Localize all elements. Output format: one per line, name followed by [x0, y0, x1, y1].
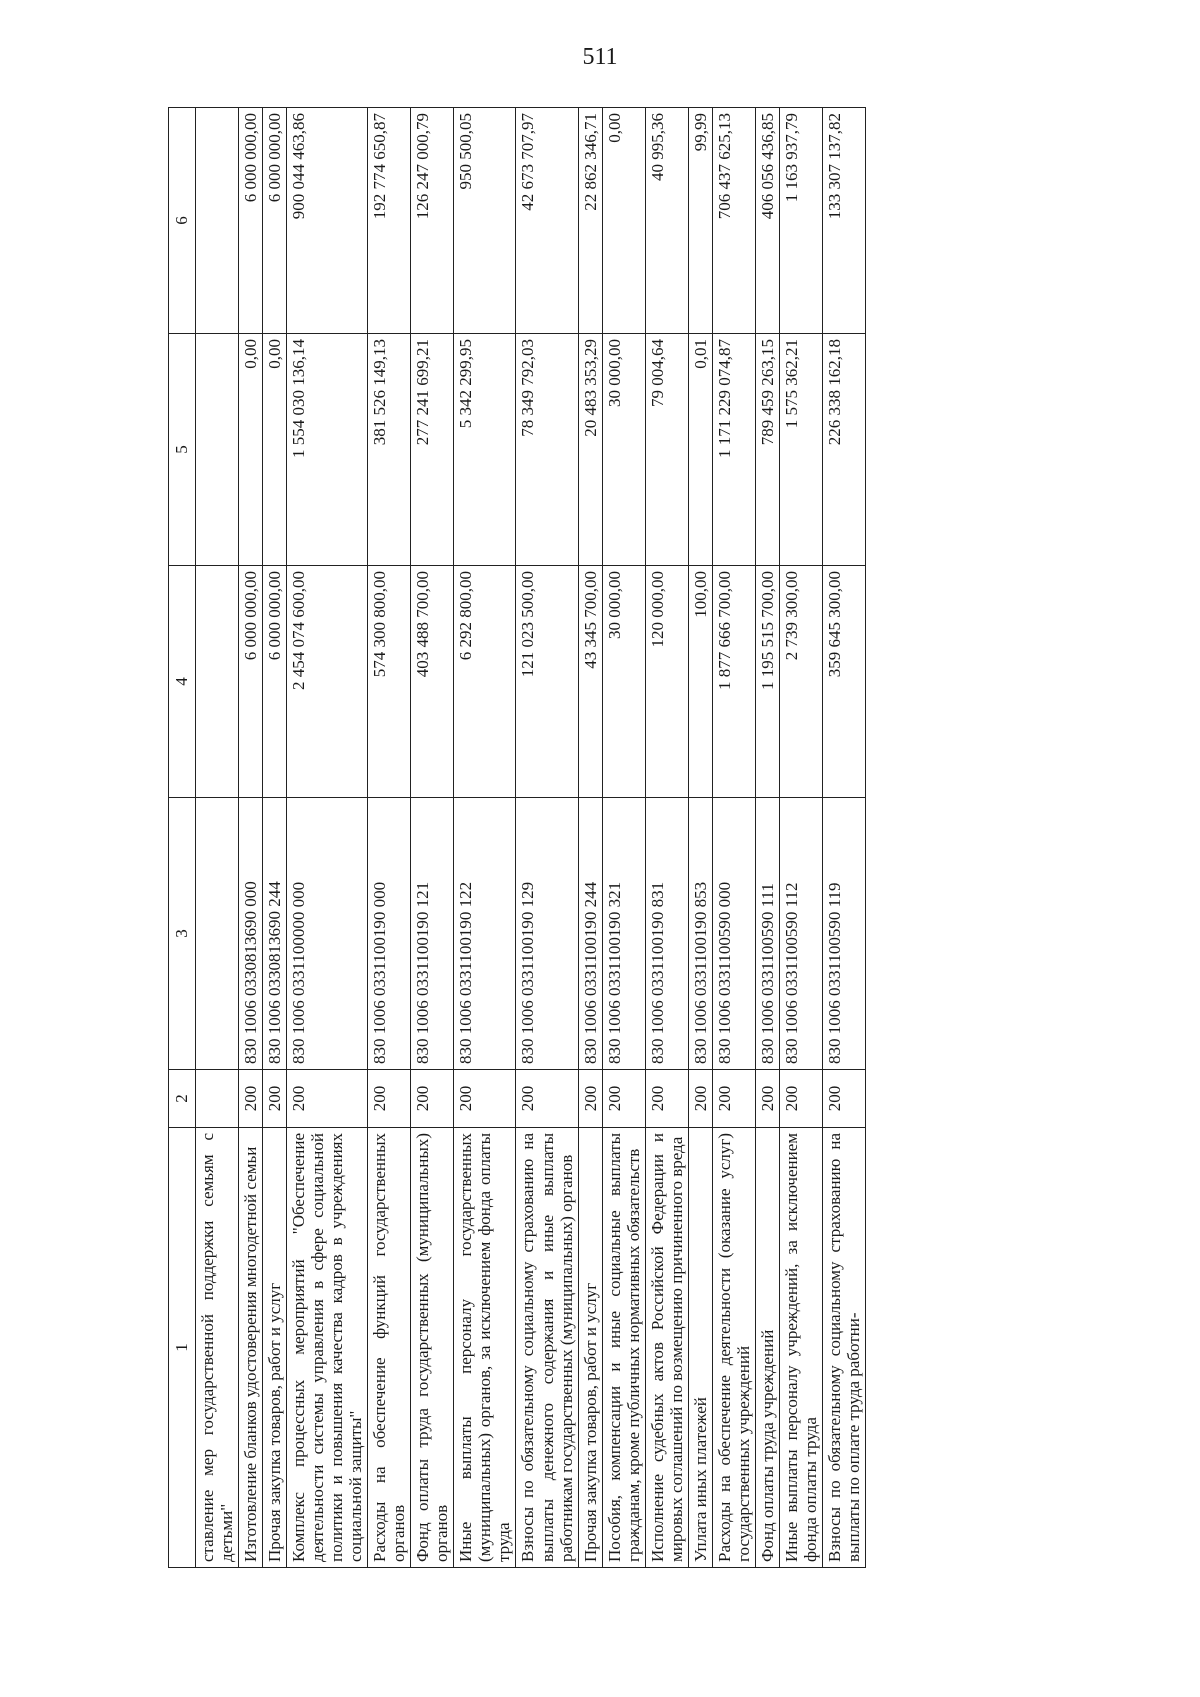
expense-name-cell: Расходы на обеспечение функций государственных органов — [368, 1128, 411, 1568]
budget-classification-cell: 830 1006 0331100190 000 — [368, 798, 411, 1070]
budget-classification-cell: 830 1006 0331100190 831 — [645, 798, 688, 1070]
approved-amount-cell: 1 877 666 700,00 — [712, 566, 755, 798]
column-header: 3 — [169, 798, 196, 1070]
unexecuted-amount-cell: 40 995,36 — [645, 108, 688, 334]
column-header: 4 — [169, 566, 196, 798]
expense-name-cell: Иные выплаты персоналу государственных (муниципальных) органов, за исключением фонда оплаты труда — [454, 1128, 516, 1568]
table-row — [411, 108, 454, 1568]
line-code-cell: 200 — [239, 1070, 263, 1128]
expense-name-cell: Фонд оплаты труда государственных (муниципальных) органов — [411, 1128, 454, 1568]
table-row — [287, 108, 368, 1568]
approved-amount-cell: 120 000,00 — [645, 566, 688, 798]
expense-name-cell: Изготовление бланков удостоверения многодетной семьи — [239, 1128, 263, 1568]
unexecuted-amount-cell: 6 000 000,00 — [239, 108, 263, 334]
line-code-cell: 200 — [602, 1070, 645, 1128]
approved-amount-cell: 6 292 800,00 — [454, 566, 516, 798]
table-row — [712, 108, 755, 1568]
table-row — [239, 108, 263, 1568]
expense-name-cell: Пособия, компенсации и иные социальные выплаты гражданам, кроме публичных нормативных обязательств — [602, 1128, 645, 1568]
line-code-cell: 200 — [688, 1070, 712, 1128]
budget-classification-cell: 830 1006 0330813690 244 — [263, 798, 287, 1070]
unexecuted-amount-cell: 900 044 463,86 — [287, 108, 368, 334]
unexecuted-amount-cell: 126 247 000,79 — [411, 108, 454, 334]
executed-amount-cell: 277 241 699,21 — [411, 334, 454, 566]
line-code-cell: 200 — [712, 1070, 755, 1128]
line-code-cell: 200 — [411, 1070, 454, 1128]
rotated-page-content — [168, 108, 1036, 1568]
executed-amount-cell: 1 171 229 074,87 — [712, 334, 755, 566]
line-code-cell: 200 — [287, 1070, 368, 1128]
expense-name-cell: Иные выплаты персоналу учреждений, за исключением фонда оплаты труда — [779, 1128, 822, 1568]
unexecuted-amount-cell — [196, 108, 239, 334]
executed-amount-cell: 0,01 — [688, 334, 712, 566]
expense-name-cell: Уплата иных платежей — [688, 1128, 712, 1568]
approved-amount-cell: 359 645 300,00 — [822, 566, 865, 798]
budget-classification-cell: 830 1006 0331100190 244 — [578, 798, 602, 1070]
expense-name-cell: Взносы по обязательному социальному страхованию на выплаты денежного содержания и иные выплаты работникам государственных (муниципальных) органов — [516, 1128, 578, 1568]
unexecuted-amount-cell: 6 000 000,00 — [263, 108, 287, 334]
unexecuted-amount-cell: 0,00 — [602, 108, 645, 334]
column-header: 5 — [169, 334, 196, 566]
table-row — [602, 108, 645, 1568]
expense-name-cell: Прочая закупка товаров, работ и услуг — [578, 1128, 602, 1568]
expense-name-cell: Прочая закупка товаров, работ и услуг — [263, 1128, 287, 1568]
table-row — [196, 108, 239, 1568]
table-row — [578, 108, 602, 1568]
executed-amount-cell: 0,00 — [239, 334, 263, 566]
table-row — [822, 108, 865, 1568]
budget-classification-cell: 830 1006 0330813690 000 — [239, 798, 263, 1070]
line-code-cell: 200 — [645, 1070, 688, 1128]
table-row — [516, 108, 578, 1568]
executed-amount-cell: 789 459 263,15 — [755, 334, 779, 566]
budget-classification-cell: 830 1006 0331100190 129 — [516, 798, 578, 1070]
line-code-cell: 200 — [263, 1070, 287, 1128]
approved-amount-cell — [196, 566, 239, 798]
column-header: 6 — [169, 108, 196, 334]
approved-amount-cell: 43 345 700,00 — [578, 566, 602, 798]
budget-classification-cell: 830 1006 0331100590 000 — [712, 798, 755, 1070]
line-code-cell: 200 — [578, 1070, 602, 1128]
executed-amount-cell: 79 004,64 — [645, 334, 688, 566]
executed-amount-cell: 30 000,00 — [602, 334, 645, 566]
executed-amount-cell: 5 342 299,95 — [454, 334, 516, 566]
table-row — [755, 108, 779, 1568]
line-code-cell: 200 — [822, 1070, 865, 1128]
executed-amount-cell: 78 349 792,03 — [516, 334, 578, 566]
table-body — [169, 108, 866, 1568]
executed-amount-cell: 0,00 — [263, 334, 287, 566]
table-row — [688, 108, 712, 1568]
unexecuted-amount-cell: 406 056 436,85 — [755, 108, 779, 334]
approved-amount-cell: 574 300 800,00 — [368, 566, 411, 798]
budget-classification-cell: 830 1006 0331100590 119 — [822, 798, 865, 1070]
unexecuted-amount-cell: 99,99 — [688, 108, 712, 334]
executed-amount-cell: 226 338 162,18 — [822, 334, 865, 566]
budget-classification-cell: 830 1006 0331100190 321 — [602, 798, 645, 1070]
line-code-cell: 200 — [454, 1070, 516, 1128]
column-header: 2 — [169, 1070, 196, 1128]
executed-amount-cell: 20 483 353,29 — [578, 334, 602, 566]
unexecuted-amount-cell: 192 774 650,87 — [368, 108, 411, 334]
approved-amount-cell: 100,00 — [688, 566, 712, 798]
approved-amount-cell: 403 488 700,00 — [411, 566, 454, 798]
table-row — [645, 108, 688, 1568]
column-number-row — [169, 108, 196, 1568]
approved-amount-cell: 2 739 300,00 — [779, 566, 822, 798]
table-row — [779, 108, 822, 1568]
approved-amount-cell: 2 454 074 600,00 — [287, 566, 368, 798]
budget-classification-cell — [196, 798, 239, 1070]
table-row — [368, 108, 411, 1568]
line-code-cell: 200 — [755, 1070, 779, 1128]
column-header: 1 — [169, 1128, 196, 1568]
budget-classification-cell: 830 1006 0331100190 121 — [411, 798, 454, 1070]
approved-amount-cell: 6 000 000,00 — [239, 566, 263, 798]
approved-amount-cell: 1 195 515 700,00 — [755, 566, 779, 798]
approved-amount-cell: 121 023 500,00 — [516, 566, 578, 798]
executed-amount-cell: 381 526 149,13 — [368, 334, 411, 566]
unexecuted-amount-cell: 42 673 707,97 — [516, 108, 578, 334]
unexecuted-amount-cell: 133 307 137,82 — [822, 108, 865, 334]
expense-name-cell: Комплекс процессных мероприятий "Обеспечение деятельности системы управления в сфере социальной политики и повышения качества кадров в учреждениях социальной защиты" — [287, 1128, 368, 1568]
executed-amount-cell: 1 575 362,21 — [779, 334, 822, 566]
table-row — [263, 108, 287, 1568]
expense-name-cell: Исполнение судебных актов Российской Федерации и мировых соглашений по возмещению причиненного вреда — [645, 1128, 688, 1568]
executed-amount-cell: 1 554 030 136,14 — [287, 334, 368, 566]
line-code-cell: 200 — [779, 1070, 822, 1128]
unexecuted-amount-cell: 1 163 937,79 — [779, 108, 822, 334]
budget-classification-cell: 830 1006 0331100590 111 — [755, 798, 779, 1070]
approved-amount-cell: 6 000 000,00 — [263, 566, 287, 798]
expense-name-cell: Взносы по обязательному социальному страхованию на выплаты по оплате труда работни- — [822, 1128, 865, 1568]
budget-table — [168, 107, 866, 1568]
expense-name-cell: Расходы на обеспечение деятельности (оказание услуг) государственных учреждений — [712, 1128, 755, 1568]
line-code-cell: 200 — [516, 1070, 578, 1128]
budget-classification-cell: 830 1006 0331100590 112 — [779, 798, 822, 1070]
table-row — [454, 108, 516, 1568]
budget-classification-cell: 830 1006 0331100190 853 — [688, 798, 712, 1070]
budget-classification-cell: 830 1006 0331100190 122 — [454, 798, 516, 1070]
budget-classification-cell: 830 1006 0331100000 000 — [287, 798, 368, 1070]
approved-amount-cell: 30 000,00 — [602, 566, 645, 798]
expense-name-cell: Фонд оплаты труда учреждений — [755, 1128, 779, 1568]
page-number: 511 — [582, 44, 618, 70]
unexecuted-amount-cell: 706 437 625,13 — [712, 108, 755, 334]
line-code-cell: 200 — [368, 1070, 411, 1128]
unexecuted-amount-cell: 950 500,05 — [454, 108, 516, 334]
line-code-cell — [196, 1070, 239, 1128]
unexecuted-amount-cell: 22 862 346,71 — [578, 108, 602, 334]
executed-amount-cell — [196, 334, 239, 566]
expense-name-cell: ставление мер государственной поддержки семьям с детьми" — [196, 1128, 239, 1568]
